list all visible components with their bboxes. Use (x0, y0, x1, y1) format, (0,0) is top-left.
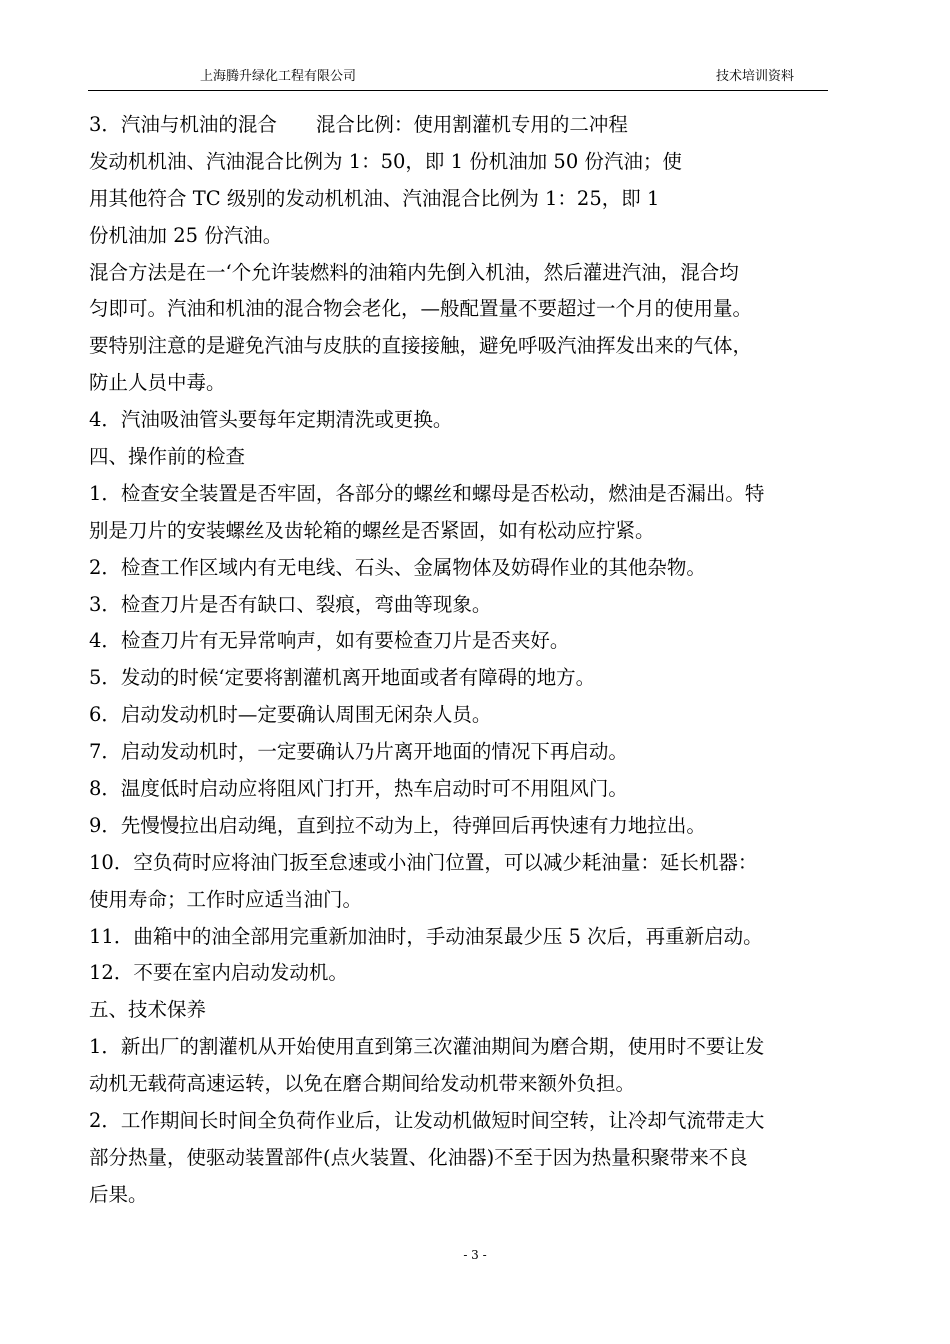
header-document-type: 技术培训资料 (716, 69, 795, 84)
text-line: 11．曲箱中的油全部用完重新加油时，手动油泵最少压 5 次后，再重新启动。 (89, 924, 763, 948)
section-heading: 四、操作前的检查 (89, 445, 246, 469)
page-header (88, 64, 828, 91)
header-company-name: 上海腾升绿化工程有限公司 (200, 69, 357, 84)
text-line: 动机无载荷高速运转，以免在磨合期间给发动机带来额外负担。 (89, 1072, 636, 1096)
text-line: 发动机机油、汽油混合比例为 1：50，即 1 份机油加 50 份汽油；使 (89, 149, 682, 173)
text-line: 防止人员中毒。 (89, 371, 226, 395)
section-heading: 五、技术保养 (89, 998, 207, 1022)
text-line: 3．检查刀片是否有缺口、裂痕，弯曲等现象。 (89, 592, 492, 616)
text-line: 8．温度低时启动应将阻风门打开，热车启动时可不用阻风门。 (89, 777, 628, 801)
text-line: 1．检查安全装置是否牢固，各部分的螺丝和螺母是否松动，燃油是否漏出。特 (89, 481, 765, 505)
text-line: 使用寿命；工作时应适当油门。 (89, 887, 363, 911)
page-number: - 3 - (463, 1248, 487, 1262)
text-line: 2．工作期间长时间全负荷作业后，让发动机做短时间空转，让冷却气流带走大 (89, 1109, 765, 1133)
text-line: 9．先慢慢拉出启动绳，直到拉不动为上，待弹回后再快速有力地拉出。 (89, 813, 706, 837)
text-line: 别是刀片的安装螺丝及齿轮箱的螺丝是否紧固，如有松动应拧紧。 (89, 518, 655, 542)
text-line: 用其他符合 TC 级别的发动机机油、汽油混合比例为 1：25，即 1 (89, 186, 660, 210)
text-line: 1．新出厂的割灌机从开始使用直到第三次灌油期间为磨合期，使用时不要让发 (89, 1035, 765, 1059)
document-body (89, 107, 869, 1214)
text-line: 6．启动发动机时—定要确认周围无闲杂人员。 (89, 703, 492, 727)
text-line: 后果。 (89, 1182, 148, 1206)
text-line: 要特别注意的是避免汽油与皮肤的直接接触，避免呼吸汽油挥发出来的气体， (89, 334, 753, 358)
text-line: 12．不要在室内启动发动机。 (89, 961, 348, 985)
text-line: 部分热量，使驱动装置部件(点火装置、化油器)不至于因为热量积聚带来不良 (89, 1145, 748, 1169)
text-line: 2．检查工作区域内有无电线、石头、金属物体及妨碍作业的其他杂物。 (89, 555, 706, 579)
text-line: 10．空负荷时应将油门扳至怠速或小油门位置，可以减少耗油量：延长机器： (89, 850, 758, 874)
text-line: 3．汽油与机油的混合 混合比例：使用割灌机专用的二冲程 (89, 113, 628, 136)
text-line: 4．检查刀片有无异常响声，如有要检查刀片是否夹好。 (89, 629, 570, 653)
text-line: 混合方法是在一‘个允许装燃料的油箱内先倒入机油，然后灌进汽油，混合均 (89, 260, 739, 284)
text-line: 5．发动的时候‘定要将割灌机离开地面或者有障碍的地方。 (89, 666, 596, 690)
text-line: 7．启动发动机时，一定要确认乃片离开地面的情况下再启动。 (89, 740, 628, 764)
text-line: 匀即可。汽油和机油的混合物会老化，—般配置量不要超过一个月的使用量。 (89, 297, 753, 321)
text-line: 4．汽油吸油管头要每年定期清洗或更换。 (89, 408, 453, 432)
text-line: 份机油加 25 份汽油。 (89, 223, 283, 247)
